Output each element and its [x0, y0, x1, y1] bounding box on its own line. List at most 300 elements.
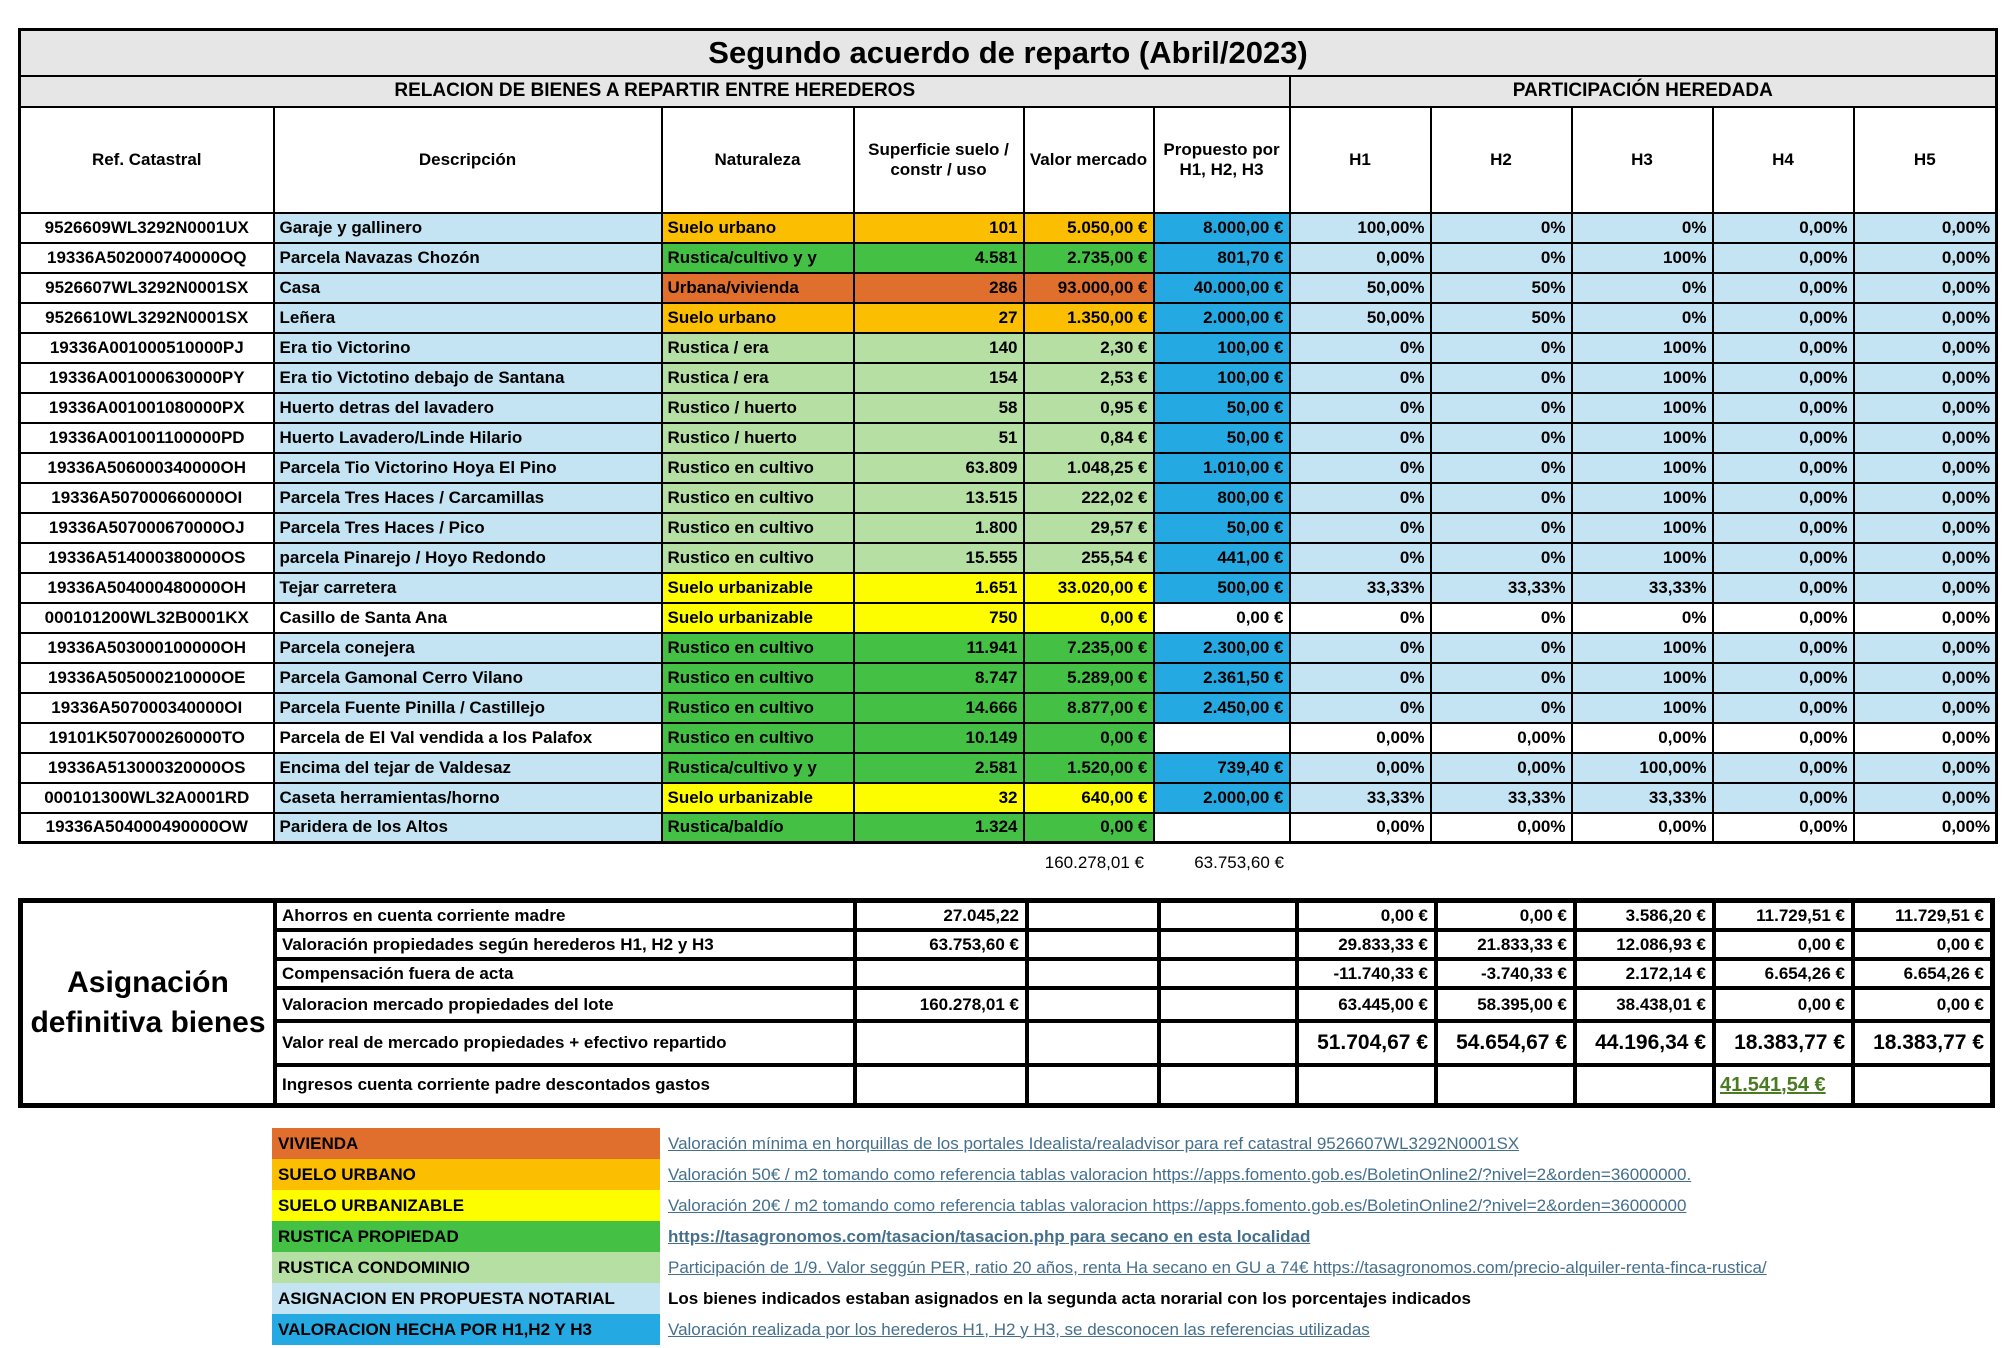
cell-h5[interactable]: 0,00% [1854, 453, 1997, 483]
cell-superficie[interactable]: 1.651 [854, 573, 1024, 603]
cell-h1[interactable]: 0% [1290, 363, 1431, 393]
assignment-h1-value[interactable]: 0,00 € [1299, 903, 1434, 928]
assignment-h5-value[interactable] [1855, 1067, 1990, 1103]
cell-valor-mercado[interactable]: 2,53 € [1024, 363, 1154, 393]
cell-naturaleza[interactable]: Suelo urbanizable [662, 603, 854, 633]
cell-h1[interactable]: 0% [1290, 453, 1431, 483]
assignment-h3-value[interactable] [1577, 1067, 1712, 1103]
cell-superficie[interactable]: 32 [854, 783, 1024, 813]
cell-h1[interactable]: 0,00% [1290, 813, 1431, 843]
cell-superficie[interactable]: 1.800 [854, 513, 1024, 543]
cell-descripcion[interactable]: Parcela Gamonal Cerro Vilano [274, 663, 662, 693]
assignment-h1-value[interactable] [1299, 1067, 1434, 1103]
cell-ref-catastral[interactable]: 19336A507000670000OJ [20, 513, 274, 543]
table-row [20, 393, 1997, 423]
legend-swatch: VIVIENDA [272, 1128, 660, 1159]
assignment-h5-value[interactable]: 11.729,51 € [1855, 903, 1990, 928]
cell-descripcion[interactable]: Parcela Tres Haces / Pico [274, 513, 662, 543]
cell-h5[interactable]: 0,00% [1854, 483, 1997, 513]
cell-h3[interactable]: 100% [1572, 423, 1713, 453]
cell-valor-mercado[interactable]: 1.048,25 € [1024, 453, 1154, 483]
cell-valor-mercado[interactable]: 1.520,00 € [1024, 753, 1154, 783]
cell-propuesto[interactable]: 1.010,00 € [1154, 453, 1290, 483]
assignment-h3-value[interactable]: 44.196,34 € [1577, 1023, 1712, 1063]
cell-naturaleza[interactable]: Rustico en cultivo [662, 513, 854, 543]
legend-link[interactable]: Valoración 20€ / m2 tomando como referencia tablas valoracion https://apps.fomento.gob.es/BoletinOnline2/?nivel=2&orden=36000000 [668, 1195, 1687, 1215]
cell-superficie[interactable]: 11.941 [854, 633, 1024, 663]
cell-h2[interactable]: 50% [1431, 273, 1572, 303]
cell-propuesto[interactable]: 739,40 € [1154, 753, 1290, 783]
cell-h5[interactable]: 0,00% [1854, 303, 1997, 333]
cell-valor-mercado[interactable]: 255,54 € [1024, 543, 1154, 573]
cell-propuesto[interactable] [1154, 723, 1290, 753]
cell-naturaleza[interactable]: Rustica/cultivo y y [662, 753, 854, 783]
cell-naturaleza[interactable]: Rustico en cultivo [662, 543, 854, 573]
assignment-h5-value[interactable]: 0,00 € [1855, 990, 1990, 1019]
cell-h1[interactable]: 0% [1290, 693, 1431, 723]
cell-valor-mercado[interactable]: 0,00 € [1024, 603, 1154, 633]
cell-superficie[interactable]: 15.555 [854, 543, 1024, 573]
cell-h2[interactable]: 0% [1431, 483, 1572, 513]
cell-propuesto[interactable]: 500,00 € [1154, 573, 1290, 603]
cell-naturaleza[interactable]: Suelo urbano [662, 213, 854, 243]
legend-link[interactable]: Valoración realizada por los herederos H1, H2 y H3, se desconocen las referencias utilizadas [668, 1319, 1370, 1339]
cell-propuesto[interactable]: 2.000,00 € [1154, 783, 1290, 813]
cell-propuesto[interactable]: 800,00 € [1154, 483, 1290, 513]
assignment-h2-value[interactable]: 58.395,00 € [1438, 990, 1573, 1019]
cell-ref-catastral[interactable]: 19101K507000260000TO [20, 723, 274, 753]
cell-propuesto[interactable]: 2.300,00 € [1154, 633, 1290, 663]
cell-h5[interactable]: 0,00% [1854, 603, 1997, 633]
cell-h2[interactable]: 0,00% [1431, 813, 1572, 843]
cell-naturaleza[interactable]: Rustica / era [662, 333, 854, 363]
cell-ref-catastral[interactable]: 19336A001000510000PJ [20, 333, 274, 363]
cell-h2[interactable]: 0% [1431, 543, 1572, 573]
cell-ref-catastral[interactable]: 000101200WL32B0001KX [20, 603, 274, 633]
cell-h2[interactable]: 33,33% [1431, 783, 1572, 813]
cell-ref-catastral[interactable]: 19336A513000320000OS [20, 753, 274, 783]
cell-h2[interactable]: 0% [1431, 213, 1572, 243]
cell-propuesto[interactable]: 8.000,00 € [1154, 213, 1290, 243]
cell-propuesto[interactable]: 50,00 € [1154, 513, 1290, 543]
cell-h5[interactable]: 0,00% [1854, 423, 1997, 453]
cell-h2[interactable]: 0% [1431, 363, 1572, 393]
assignment-h2-value[interactable]: 0,00 € [1438, 903, 1573, 928]
cell-descripcion[interactable]: Era tio Victorino [274, 333, 662, 363]
assignment-h4-value[interactable]: 11.729,51 € [1716, 903, 1851, 928]
cell-h5[interactable]: 0,00% [1854, 363, 1997, 393]
assignment-row-spacer [1029, 1067, 1157, 1103]
cell-descripcion[interactable]: Tejar carretera [274, 573, 662, 603]
cell-descripcion[interactable]: Caseta herramientas/horno [274, 783, 662, 813]
cell-ref-catastral[interactable]: 19336A507000660000OI [20, 483, 274, 513]
cell-ref-catastral[interactable]: 19336A504000490000OW [20, 813, 274, 843]
cell-naturaleza[interactable]: Suelo urbano [662, 303, 854, 333]
cell-valor-mercado[interactable]: 8.877,00 € [1024, 693, 1154, 723]
assignment-h3-value[interactable]: 12.086,93 € [1577, 932, 1712, 957]
cell-h2[interactable]: 0% [1431, 393, 1572, 423]
cell-h5[interactable]: 0,00% [1854, 693, 1997, 723]
cell-descripcion[interactable]: Parcela Tio Victorino Hoya El Pino [274, 453, 662, 483]
cell-h4[interactable]: 0,00% [1713, 333, 1854, 363]
cell-h5[interactable]: 0,00% [1854, 213, 1997, 243]
cell-h5[interactable]: 0,00% [1854, 813, 1997, 843]
cell-h1[interactable]: 0% [1290, 603, 1431, 633]
cell-superficie[interactable]: 14.666 [854, 693, 1024, 723]
cell-superficie[interactable]: 63.809 [854, 453, 1024, 483]
cell-superficie[interactable]: 2.581 [854, 753, 1024, 783]
cell-h5[interactable]: 0,00% [1854, 273, 1997, 303]
cell-descripcion[interactable]: Leñera [274, 303, 662, 333]
cell-propuesto[interactable]: 100,00 € [1154, 333, 1290, 363]
cell-h2[interactable]: 0% [1431, 513, 1572, 543]
assignment-h2-value[interactable]: 54.654,67 € [1438, 1023, 1573, 1063]
cell-superficie[interactable]: 27 [854, 303, 1024, 333]
assignment-row-spacer [1161, 990, 1295, 1019]
table-row [20, 753, 1997, 783]
cell-ref-catastral[interactable]: 9526610WL3292N0001SX [20, 303, 274, 333]
cell-h3[interactable]: 0% [1572, 303, 1713, 333]
assignment-row-value[interactable]: 27.045,22 [857, 903, 1025, 928]
cell-h1[interactable]: 0% [1290, 333, 1431, 363]
cell-h1[interactable]: 0% [1290, 633, 1431, 663]
cell-superficie[interactable]: 4.581 [854, 243, 1024, 273]
cell-h5[interactable]: 0,00% [1854, 723, 1997, 753]
cell-descripcion[interactable]: Era tio Victotino debajo de Santana [274, 363, 662, 393]
cell-ref-catastral[interactable]: 9526607WL3292N0001SX [20, 273, 274, 303]
cell-h3[interactable]: 0,00% [1572, 723, 1713, 753]
cell-ref-catastral[interactable]: 19336A504000480000OH [20, 573, 274, 603]
cell-h4[interactable]: 0,00% [1713, 303, 1854, 333]
cell-h2[interactable]: 0,00% [1431, 723, 1572, 753]
cell-h3[interactable]: 33,33% [1572, 783, 1713, 813]
legend-row [272, 1221, 1767, 1252]
cell-h1[interactable]: 0% [1290, 543, 1431, 573]
cell-naturaleza[interactable]: Rustico en cultivo [662, 633, 854, 663]
cell-propuesto[interactable]: 441,00 € [1154, 543, 1290, 573]
cell-descripcion[interactable]: Parcela Navazas Chozón [274, 243, 662, 273]
cell-h4[interactable]: 0,00% [1713, 453, 1854, 483]
cell-ref-catastral[interactable]: 19336A514000380000OS [20, 543, 274, 573]
cell-h3[interactable]: 100% [1572, 243, 1713, 273]
cell-h2[interactable]: 50% [1431, 303, 1572, 333]
cell-ref-catastral[interactable]: 19336A505000210000OE [20, 663, 274, 693]
cell-superficie[interactable]: 8.747 [854, 663, 1024, 693]
cell-valor-mercado[interactable]: 0,00 € [1024, 813, 1154, 843]
cell-h3[interactable]: 100% [1572, 633, 1713, 663]
cell-naturaleza[interactable]: Rustica/baldío [662, 813, 854, 843]
cell-h2[interactable]: 0% [1431, 333, 1572, 363]
cell-ref-catastral[interactable]: 19336A001001100000PD [20, 423, 274, 453]
cell-descripcion[interactable]: Paridera de los Altos [274, 813, 662, 843]
legend-link[interactable]: Valoración 50€ / m2 tomando como referencia tablas valoracion https://apps.fomento.gob.es/BoletinOnline2/?nivel=2&orden=36000000. [668, 1164, 1692, 1184]
cell-h3[interactable]: 100% [1572, 453, 1713, 483]
total-propuesto: 63.753,60 € [1194, 853, 1284, 872]
column-header-h2: H2 [1431, 107, 1572, 213]
cell-h4[interactable]: 0,00% [1713, 783, 1854, 813]
cell-propuesto[interactable]: 2.361,50 € [1154, 663, 1290, 693]
cell-superficie[interactable]: 1.324 [854, 813, 1024, 843]
legend-link[interactable]: https://tasagronomos.com/tasacion/tasacion.php para secano en esta localidad [668, 1226, 1311, 1246]
cell-h3[interactable]: 100% [1572, 483, 1713, 513]
cell-naturaleza[interactable]: Rustica / era [662, 363, 854, 393]
cell-valor-mercado[interactable]: 5.050,00 € [1024, 213, 1154, 243]
legend-row [272, 1283, 1767, 1314]
cell-h4[interactable]: 0,00% [1713, 273, 1854, 303]
cell-valor-mercado[interactable]: 0,00 € [1024, 723, 1154, 753]
legend-link[interactable]: Participación de 1/9. Valor seggún PER, ratio 20 años, renta Ha secano en GU a 74€ https://tasagronomos.com/precio-alquiler-renta-finca-rustica/ [668, 1257, 1767, 1277]
totals-row [18, 848, 1995, 878]
assets-table [18, 28, 1998, 844]
cell-h3[interactable]: 100% [1572, 543, 1713, 573]
cell-naturaleza[interactable]: Rustico en cultivo [662, 723, 854, 753]
cell-valor-mercado[interactable]: 222,02 € [1024, 483, 1154, 513]
section-header-left: RELACION DE BIENES A REPARTIR ENTRE HEREDEROS [20, 76, 1290, 107]
cell-valor-mercado[interactable]: 640,00 € [1024, 783, 1154, 813]
cell-descripcion[interactable]: Garaje y gallinero [274, 213, 662, 243]
cell-naturaleza[interactable]: Suelo urbanizable [662, 783, 854, 813]
cell-h4[interactable]: 0,00% [1713, 543, 1854, 573]
cell-h1[interactable]: 0,00% [1290, 753, 1431, 783]
cell-propuesto[interactable]: 50,00 € [1154, 423, 1290, 453]
cell-descripcion[interactable]: Casillo de Santa Ana [274, 603, 662, 633]
assignment-h3-value[interactable]: 2.172,14 € [1577, 961, 1712, 986]
cell-propuesto[interactable]: 0,00 € [1154, 603, 1290, 633]
cell-descripcion[interactable]: Huerto Lavadero/Linde Hilario [274, 423, 662, 453]
total-valor-mercado: 160.278,01 € [1044, 853, 1144, 872]
cell-h3[interactable]: 0,00% [1572, 813, 1713, 843]
cell-h1[interactable]: 0% [1290, 513, 1431, 543]
cell-descripcion[interactable]: Casa [274, 273, 662, 303]
column-header-naturaleza: Naturaleza [662, 107, 854, 213]
assignment-row-value[interactable]: 63.753,60 € [857, 932, 1025, 957]
cell-valor-mercado[interactable]: 29,57 € [1024, 513, 1154, 543]
cell-h5[interactable]: 0,00% [1854, 543, 1997, 573]
cell-h5[interactable]: 0,00% [1854, 573, 1997, 603]
cell-superficie[interactable]: 140 [854, 333, 1024, 363]
asset-table-body [20, 213, 1997, 843]
cell-propuesto[interactable]: 801,70 € [1154, 243, 1290, 273]
cell-h1[interactable]: 33,33% [1290, 783, 1431, 813]
cell-ref-catastral[interactable]: 9526609WL3292N0001UX [20, 213, 274, 243]
cell-descripcion[interactable]: Parcela de El Val vendida a los Palafox [274, 723, 662, 753]
cell-ref-catastral[interactable]: 19336A502000740000OQ [20, 243, 274, 273]
cell-h3[interactable]: 33,33% [1572, 573, 1713, 603]
assignment-row-label: Ahorros en cuenta corriente madre [277, 903, 853, 928]
cell-h5[interactable]: 0,00% [1854, 633, 1997, 663]
cell-superficie[interactable]: 13.515 [854, 483, 1024, 513]
cell-valor-mercado[interactable]: 1.350,00 € [1024, 303, 1154, 333]
cell-h4[interactable]: 0,00% [1713, 513, 1854, 543]
assignment-h4-value[interactable]: 0,00 € [1716, 932, 1851, 957]
legend [272, 1128, 1767, 1345]
cell-h3[interactable]: 100% [1572, 333, 1713, 363]
cell-h2[interactable]: 0% [1431, 243, 1572, 273]
assignment-h2-value[interactable] [1438, 1067, 1573, 1103]
cell-h5[interactable]: 0,00% [1854, 753, 1997, 783]
column-header-h5: H5 [1854, 107, 1997, 213]
cell-h3[interactable]: 0% [1572, 603, 1713, 633]
assignment-h4-value[interactable]: 41.541,54 € [1716, 1067, 1851, 1103]
cell-valor-mercado[interactable]: 7.235,00 € [1024, 633, 1154, 663]
cell-ref-catastral[interactable]: 19336A001000630000PY [20, 363, 274, 393]
cell-superficie[interactable]: 286 [854, 273, 1024, 303]
assignment-h2-value[interactable]: -3.740,33 € [1438, 961, 1573, 986]
cell-superficie[interactable]: 101 [854, 213, 1024, 243]
column-header-descripcion: Descripción [274, 107, 662, 213]
cell-h4[interactable]: 0,00% [1713, 423, 1854, 453]
assignment-h1-value[interactable]: 29.833,33 € [1299, 932, 1434, 957]
assignment-h2-value[interactable]: 21.833,33 € [1438, 932, 1573, 957]
cell-valor-mercado[interactable]: 2.735,00 € [1024, 243, 1154, 273]
cell-h5[interactable]: 0,00% [1854, 393, 1997, 423]
cell-h5[interactable]: 0,00% [1854, 513, 1997, 543]
cell-propuesto[interactable]: 50,00 € [1154, 393, 1290, 423]
cell-h4[interactable]: 0,00% [1713, 363, 1854, 393]
cell-valor-mercado[interactable]: 93.000,00 € [1024, 273, 1154, 303]
cell-h3[interactable]: 100% [1572, 393, 1713, 423]
cell-descripcion[interactable]: Parcela conejera [274, 633, 662, 663]
cell-ref-catastral[interactable]: 19336A503000100000OH [20, 633, 274, 663]
cell-h3[interactable]: 100% [1572, 363, 1713, 393]
cell-valor-mercado[interactable]: 33.020,00 € [1024, 573, 1154, 603]
cell-h2[interactable]: 0% [1431, 663, 1572, 693]
cell-descripcion[interactable]: Parcela Fuente Pinilla / Castillejo [274, 693, 662, 723]
cell-propuesto[interactable]: 40.000,00 € [1154, 273, 1290, 303]
assignment-row-value[interactable] [857, 961, 1025, 986]
cell-h2[interactable]: 0% [1431, 423, 1572, 453]
cell-h5[interactable]: 0,00% [1854, 663, 1997, 693]
cell-naturaleza[interactable]: Rustico en cultivo [662, 453, 854, 483]
cell-h4[interactable]: 0,00% [1713, 723, 1854, 753]
cell-h1[interactable]: 50,00% [1290, 273, 1431, 303]
cell-h3[interactable]: 100% [1572, 663, 1713, 693]
table-row [20, 663, 1997, 693]
assignment-h4-value[interactable]: 18.383,77 € [1716, 1023, 1851, 1063]
cell-h1[interactable]: 0% [1290, 663, 1431, 693]
cell-h5[interactable]: 0,00% [1854, 243, 1997, 273]
table-row [20, 633, 1997, 663]
cell-h1[interactable]: 0% [1290, 423, 1431, 453]
assignment-h1-value[interactable]: 63.445,00 € [1299, 990, 1434, 1019]
cell-naturaleza[interactable]: Rustico en cultivo [662, 693, 854, 723]
cell-propuesto[interactable]: 100,00 € [1154, 363, 1290, 393]
cell-h4[interactable]: 0,00% [1713, 213, 1854, 243]
cell-naturaleza[interactable]: Rustica/cultivo y y [662, 243, 854, 273]
assignment-h1-value[interactable]: 51.704,67 € [1299, 1023, 1434, 1063]
cell-valor-mercado[interactable]: 2,30 € [1024, 333, 1154, 363]
cell-naturaleza[interactable]: Rustico en cultivo [662, 483, 854, 513]
assignment-h5-value[interactable]: 0,00 € [1855, 932, 1990, 957]
assignment-row-value[interactable]: 160.278,01 € [857, 990, 1025, 1019]
assignment-h4-value[interactable]: 0,00 € [1716, 990, 1851, 1019]
cell-valor-mercado[interactable]: 0,95 € [1024, 393, 1154, 423]
cell-descripcion[interactable]: parcela Pinarejo / Hoyo Redondo [274, 543, 662, 573]
legend-link[interactable]: Valoración mínima en horquillas de los portales Idealista/realadvisor para ref catastral 9526607WL3292N0001SX [668, 1133, 1520, 1153]
cell-h5[interactable]: 0,00% [1854, 333, 1997, 363]
cell-h4[interactable]: 0,00% [1713, 633, 1854, 663]
assignment-row-spacer [1029, 961, 1157, 986]
cell-h4[interactable]: 0,00% [1713, 483, 1854, 513]
cell-naturaleza[interactable]: Urbana/vivienda [662, 273, 854, 303]
cell-h1[interactable]: 0% [1290, 393, 1431, 423]
cell-superficie[interactable]: 750 [854, 603, 1024, 633]
cell-h3[interactable]: 0% [1572, 273, 1713, 303]
cell-h2[interactable]: 0% [1431, 603, 1572, 633]
legend-note: Los bienes indicados estaban asignados en la segunda acta norarial con los porcentajes indicados [668, 1288, 1472, 1308]
cell-propuesto[interactable]: 2.000,00 € [1154, 303, 1290, 333]
cell-naturaleza[interactable]: Rustico en cultivo [662, 663, 854, 693]
cell-ref-catastral[interactable]: 19336A001001080000PX [20, 393, 274, 423]
cell-superficie[interactable]: 51 [854, 423, 1024, 453]
cell-h4[interactable]: 0,00% [1713, 663, 1854, 693]
assignment-h3-value[interactable]: 3.586,20 € [1577, 903, 1712, 928]
section-header-right: PARTICIPACIÓN HEREDADA [1290, 76, 1997, 107]
assignment-h4-value[interactable]: 6.654,26 € [1716, 961, 1851, 986]
cell-ref-catastral[interactable]: 19336A506000340000OH [20, 453, 274, 483]
cell-naturaleza[interactable]: Suelo urbanizable [662, 573, 854, 603]
cell-h4[interactable]: 0,00% [1713, 243, 1854, 273]
cell-h4[interactable]: 0,00% [1713, 603, 1854, 633]
cell-h4[interactable]: 0,00% [1713, 393, 1854, 423]
cell-h1[interactable]: 33,33% [1290, 573, 1431, 603]
cell-h4[interactable]: 0,00% [1713, 573, 1854, 603]
cell-h2[interactable]: 33,33% [1431, 573, 1572, 603]
cell-superficie[interactable]: 58 [854, 393, 1024, 423]
cell-h2[interactable]: 0% [1431, 453, 1572, 483]
table-row [20, 783, 1997, 813]
assignment-h3-value[interactable]: 38.438,01 € [1577, 990, 1712, 1019]
cell-descripcion[interactable]: Parcela Tres Haces / Carcamillas [274, 483, 662, 513]
cell-h1[interactable]: 0% [1290, 483, 1431, 513]
cell-ref-catastral[interactable]: 000101300WL32A0001RD [20, 783, 274, 813]
cell-naturaleza[interactable]: Rustico / huerto [662, 423, 854, 453]
cell-h1[interactable]: 100,00% [1290, 213, 1431, 243]
assignment-h5-value[interactable]: 18.383,77 € [1855, 1023, 1990, 1063]
assignment-row-value[interactable] [857, 1023, 1025, 1063]
cell-valor-mercado[interactable]: 5.289,00 € [1024, 663, 1154, 693]
cell-h1[interactable]: 0,00% [1290, 723, 1431, 753]
cell-h1[interactable]: 50,00% [1290, 303, 1431, 333]
column-header-h1: H1 [1290, 107, 1431, 213]
cell-valor-mercado[interactable]: 0,84 € [1024, 423, 1154, 453]
cell-h2[interactable]: 0% [1431, 693, 1572, 723]
cell-propuesto[interactable]: 2.450,00 € [1154, 693, 1290, 723]
cell-superficie[interactable]: 10.149 [854, 723, 1024, 753]
cell-descripcion[interactable]: Huerto detras del lavadero [274, 393, 662, 423]
cell-h3[interactable]: 0% [1572, 213, 1713, 243]
cell-h3[interactable]: 100% [1572, 513, 1713, 543]
cell-h3[interactable]: 100,00% [1572, 753, 1713, 783]
assignment-row-value[interactable] [857, 1067, 1025, 1103]
cell-h4[interactable]: 0,00% [1713, 753, 1854, 783]
assignment-h5-value[interactable]: 6.654,26 € [1855, 961, 1990, 986]
cell-naturaleza[interactable]: Rustico / huerto [662, 393, 854, 423]
cell-h5[interactable]: 0,00% [1854, 783, 1997, 813]
cell-h4[interactable]: 0,00% [1713, 693, 1854, 723]
cell-superficie[interactable]: 154 [854, 363, 1024, 393]
cell-propuesto[interactable] [1154, 813, 1290, 843]
cell-h2[interactable]: 0% [1431, 633, 1572, 663]
cell-h2[interactable]: 0,00% [1431, 753, 1572, 783]
cell-h4[interactable]: 0,00% [1713, 813, 1854, 843]
cell-h3[interactable]: 100% [1572, 693, 1713, 723]
assignment-h1-value[interactable]: -11.740,33 € [1299, 961, 1434, 986]
cell-ref-catastral[interactable]: 19336A507000340000OI [20, 693, 274, 723]
cell-descripcion[interactable]: Encima del tejar de Valdesaz [274, 753, 662, 783]
table-row [20, 363, 1997, 393]
cell-h1[interactable]: 0,00% [1290, 243, 1431, 273]
